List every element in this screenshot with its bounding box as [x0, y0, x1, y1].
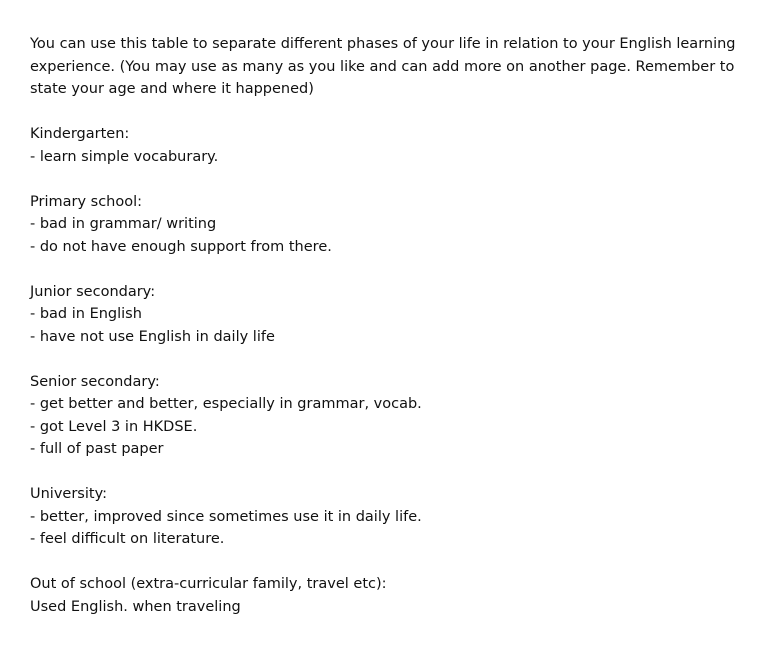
section-title: Senior secondary:	[30, 373, 160, 390]
list-item: Used English. when traveling	[30, 598, 241, 615]
list-item: - feel difficult on literature.	[30, 531, 225, 547]
intro-paragraph: You can use this table to separate different phases of your life in relation to your English learning experience. (You may use as many as you like and can add more on another page. Remember to state your age and where it happened)	[30, 36, 736, 97]
list-item: - bad in grammar/ writing	[30, 216, 217, 232]
list-item: - learn simple vocaburary.	[30, 148, 219, 165]
section-primary-school	[30, 191, 760, 259]
section-kindergarten	[30, 123, 760, 168]
list-item: - full of past paper	[30, 441, 164, 457]
section-junior-secondary	[30, 281, 760, 349]
list-item: - bad in English	[30, 306, 142, 322]
section-title: Out of school (extra-curricular family, travel etc):	[30, 576, 387, 592]
section-title: Kindergarten:	[30, 126, 130, 142]
list-item: - better, improved since sometimes use it in daily life.	[30, 508, 422, 525]
document-page	[30, 33, 760, 641]
section-out-of-school	[30, 573, 760, 618]
section-senior-secondary	[30, 371, 760, 461]
list-item: - have not use English in daily life	[30, 328, 275, 345]
section-title: Junior secondary:	[30, 283, 156, 300]
list-item: - get better and better, especially in grammar, vocab.	[30, 396, 422, 412]
list-item: - got Level 3 in HKDSE.	[30, 418, 198, 435]
section-title: Primary school:	[30, 193, 143, 210]
section-university	[30, 483, 760, 551]
section-title: University:	[30, 486, 107, 502]
list-item: - do not have enough support from there.	[30, 238, 332, 255]
